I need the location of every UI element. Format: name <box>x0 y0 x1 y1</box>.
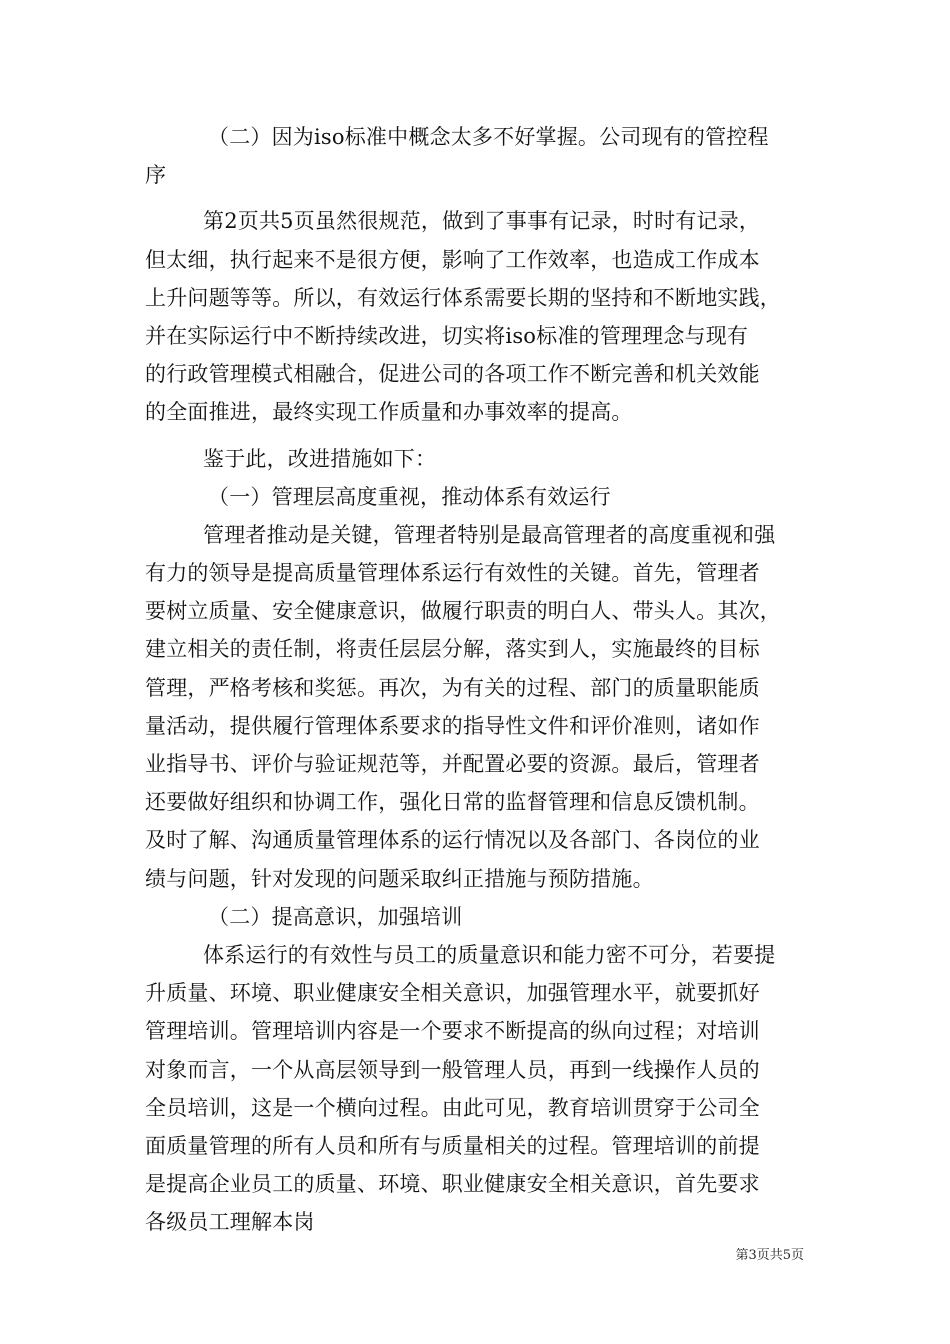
document-body <box>145 118 810 1241</box>
section-heading: （二）提高意识，加强培训 <box>208 904 463 929</box>
paragraph-line: （二）因为iso标准中概念太多不好掌握。公司现有的管控程 <box>208 125 769 149</box>
paragraph-line: 的行政管理模式相融合，促进公司的各项工作不断完善和机关效能 <box>145 362 760 387</box>
paragraph-line: 管理者推动是关键，管理者特别是最高管理者的高度重视和强 <box>203 522 776 547</box>
paragraph-line: 面质量管理的所有人员和所有与质量相关的过程。管理培训的前提 <box>145 1133 760 1158</box>
paragraph-gap <box>145 194 810 202</box>
paragraph-line: 但太细，执行起来不是很方便，影响了工作效率，也造成工作成本 <box>145 247 760 272</box>
paragraph-line: 业指导书、评价与验证规范等，并配置必要的资源。最后，管理者 <box>145 752 760 776</box>
paragraph-line: 对象而言，一个从高层领导到一般管理人员，再到一线操作人员的 <box>145 1057 760 1082</box>
paragraph-line: 的全面推进，最终实现工作质量和办事效率的提高。 <box>145 400 633 425</box>
paragraph-line: 管理培训。管理培训内容是一个要求不断提高的纵向过程；对培训 <box>145 1019 760 1044</box>
paragraph-line: 升质量、环境、职业健康安全相关意识，加强管理水平，就要抓好 <box>145 981 760 1006</box>
paragraph-line: 各级员工理解本岗 <box>145 1210 315 1235</box>
paragraph-line: 量活动，提供履行管理体系要求的指导性文件和评价准则，诸如作 <box>145 713 760 738</box>
paragraph-line: 体系运行的有效性与员工的质量意识和能力密不可分，若要提 <box>203 942 776 967</box>
paragraph-gap <box>145 432 810 440</box>
paragraph-line: 并在实际运行中不断持续改进，切实将iso标准的管理理念与现有 <box>145 323 749 348</box>
paragraph-line: 上升问题等等。所以，有效运行体系需要长期的坚持和不断地实践， <box>145 285 781 310</box>
paragraph-line: 是提高企业员工的质量、环境、职业健康安全相关意识，首先要求 <box>145 1172 760 1197</box>
paragraph-line: 还要做好组织和协调工作，强化日常的监督管理和信息反馈机制。 <box>145 790 760 815</box>
paragraph-line: 全员培训，这是一个横向过程。由此可见，教育培训贯穿于公司全 <box>145 1095 760 1120</box>
paragraph-line: 鉴于此，改进措施如下： <box>203 446 437 471</box>
paragraph-line: 有力的领导是提高质量管理体系运行有效性的关键。首先，管理者 <box>145 561 760 586</box>
paragraph-line: 要树立质量、安全健康意识，做履行职责的明白人、带头人。其次， <box>145 599 781 624</box>
paragraph-line: 及时了解、沟通质量管理体系的运行情况以及各部门、各岗位的业 <box>145 828 760 853</box>
section-heading: （一）管理层高度重视，推动体系有效运行 <box>208 484 611 509</box>
paragraph-line: 绩与问题，针对发现的问题采取纠正措施与预防措施。 <box>145 866 654 891</box>
paragraph-line: 序 <box>145 163 167 188</box>
paragraph-line: 建立相关的责任制，将责任层层分解，落实到人，实施最终的目标 <box>145 637 760 662</box>
paragraph-line: 管理，严格考核和奖惩。再次，为有关的过程、部门的质量职能质 <box>145 675 760 700</box>
paragraph-line: 第2页共5页虽然很规范，做到了事事有记录，时时有记录， <box>203 209 761 234</box>
page-number-footer: 第3页共5页 <box>735 1248 804 1263</box>
